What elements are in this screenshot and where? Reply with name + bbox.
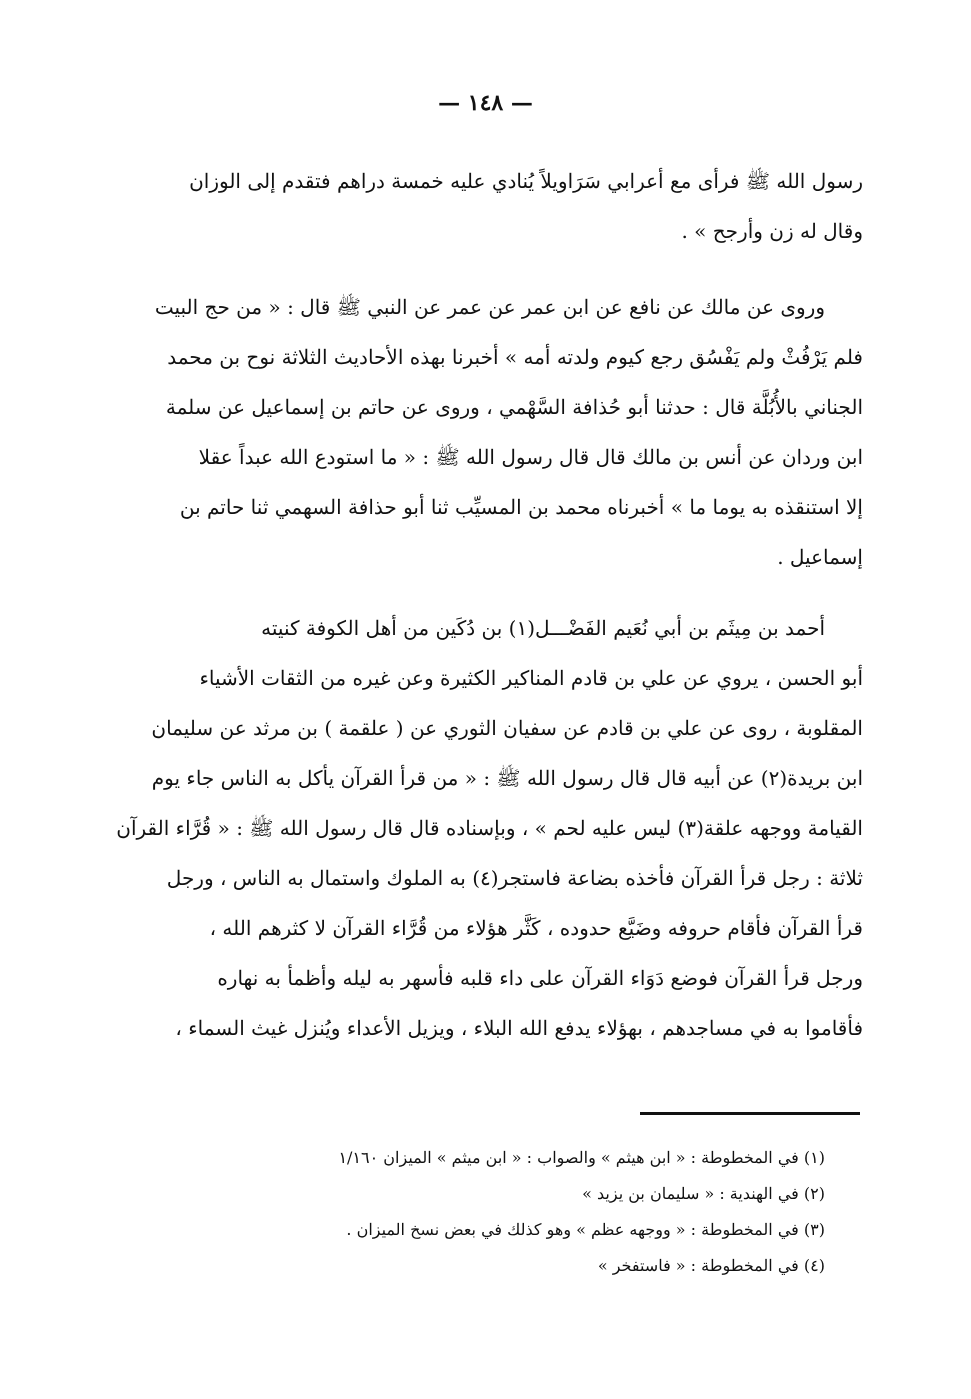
text-line: فأقاموا به في مساجدهم ، بهؤلاء يدفع الله البلاء ، ويزيل الأعداء ويُنزل غيث السماء ،: [175, 1016, 863, 1040]
text-line: الجناني بالأُبُلَّة قال : حدثنا أبو حُذافة السَّهْمي ، وروى عن حاتم بن إسماعيل عن سلمة: [165, 395, 863, 419]
text-line: ثلاثة : رجل قرأ القرآن فأخذه بضاعة فاستجر(٤) به الملوك واستمال به الناس ، ورجل: [166, 866, 863, 890]
paragraph-1: [115, 156, 863, 256]
text-line: ابن بريدة(٢) عن أبيه قال قال رسول الله ﷺ : « من قرأ القرآن يأكل به الناس جاء يوم: [151, 766, 863, 790]
text-line: فلم يَرْفُثْ ولم يَفْسُق رجع كيوم ولدته أمه » أخبرنا بهذه الأحاديث الثلاثة نوح بن محمد: [167, 345, 863, 369]
page-number: — ١٤٨ —: [438, 90, 533, 116]
footnote-divider: [640, 1112, 860, 1115]
text-line: المقلوبة ، روى عن علي بن قادم عن سفيان الثوري عن ( علقمة ) بن مرثد عن سليمان: [151, 716, 863, 740]
text-line: إسماعيل .: [777, 545, 863, 569]
footnote-4: (٤) في المخطوطة : « فاستفخر »: [597, 1256, 825, 1275]
footnote-3: (٣) في المخطوطة : « ووجهه عظم » وهو كذلك في بعض نسخ الميزان .: [346, 1220, 825, 1239]
text-line: رسول الله ﷺ فرأى مع أعرابي سَرَاويلاً يُنادي عليه خمسة دراهم فتقدم إلى الوزان: [189, 169, 863, 193]
text-line: وقال له زن وأرجح » .: [681, 219, 863, 243]
text-line: أحمد بن مِيثَم بن أبي نُعَيم الفَضْـــل(١) بن دُكَين من أهل الكوفة كنيته: [261, 616, 825, 640]
footnote-2: (٢) في الهندية : « سليمان بن يزيد »: [582, 1184, 825, 1203]
paragraph-2: [115, 282, 863, 582]
text-line: قرأ القرآن فأقام حروفه وضَيَّع حدوده ، كَثَّر هؤلاء من قُرَّاء القرآن لا كثرهم الله ،: [209, 916, 863, 940]
text-line: إلا استنقذه به يوما ما » أخبرناه محمد بن المسيِّب ثنا أبو حذافة السهمي ثنا حاتم بن: [179, 495, 863, 519]
text-line: وروى عن مالك عن نافع عن ابن عمر عن عمر عن النبي ﷺ قال : « من حج البيت: [154, 295, 825, 319]
paragraph-3: [115, 603, 863, 1053]
text-line: القيامة ووجهه علقة(٣) ليس عليه لحم » ، وبإسناده قال قال رسول الله ﷺ : « قُرَّاء القرآن: [116, 816, 863, 840]
text-line: ورجل قرأ القرآن فوضع دَوَاء القرآن على داء قلبه فأسهر به ليله وأظمأ به نهاره: [217, 966, 863, 990]
text-line: ابن وردان عن أنس بن مالك قال قال رسول الله ﷺ : « ما استودع الله عبداً عقلا: [198, 445, 863, 469]
footnote-1: (١) في المخطوطة : « ابن هيثم » والصواب : « ابن ميثم » الميزان ١/١٦٠: [338, 1148, 825, 1167]
text-line: أبو الحسن ، يروي عن علي بن قادم المناكير الكثيرة وعن غيره من الثقات الأشياء: [199, 666, 863, 690]
footnotes: [250, 1140, 825, 1284]
